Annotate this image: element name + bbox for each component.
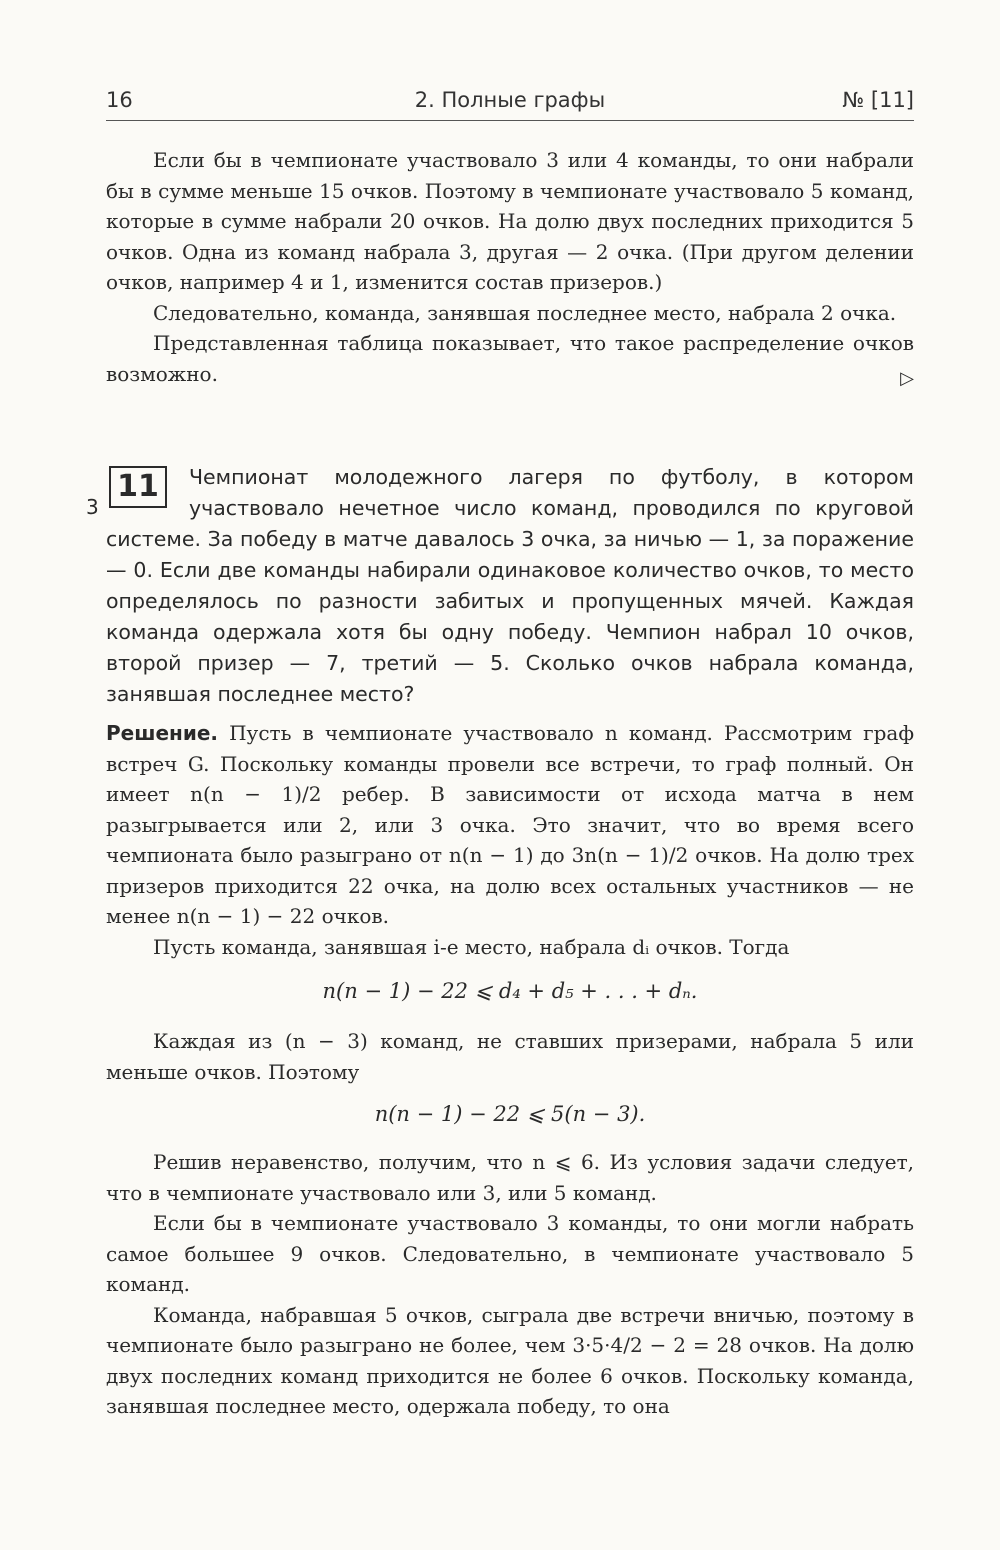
formula: n(n − 1) − 22 ⩽ d₄ + d₅ + . . . + dₙ.	[322, 979, 698, 1003]
previous-solution-end	[106, 145, 914, 389]
running-header	[106, 86, 914, 121]
paragraph: Каждая из (n − 3) команд, не ставших призерами, набрала 5 или меньше очков. Поэтому	[106, 1029, 914, 1084]
paragraph: Команда, набравшая 5 очков, сыграла две встречи вничью, поэтому в чемпионате было разыграно не более, чем 3·5·4/2 − 2 = 28 очков. На долю двух последних команд приходится не более 6 очков. Поскольку команда, занявшая последнее место, одержала победу, то она	[106, 1302, 914, 1418]
paragraph	[106, 718, 914, 932]
problem-reference: № [11]	[842, 88, 914, 112]
difficulty-level: 3	[86, 495, 99, 519]
problem-statement	[106, 462, 914, 710]
paragraph: Следовательно, команда, занявшая последнее место, набрала 2 очка.	[153, 300, 897, 325]
end-of-solution-icon: ▷	[900, 368, 914, 389]
paragraph: Представленная таблица показывает, что такое распределение очков возможно.	[106, 331, 914, 386]
paragraph: Если бы в чемпионате участвовало 3 или 4 команды, то они набрали бы в сумме меньше 15 очков. Поэтому в чемпионате участвовало 5 команд, которые в сумме набрали 20 очков. На долю двух последних приходится 5 очков. Одна из команд набрала 3, другая — 2 очка. (При другом делении очков, например 4 и 1, изменится состав призеров.)	[106, 148, 914, 294]
paragraph: Если бы в чемпионате участвовало 3 команды, то они могли набрать самое большее 9 очков. Следовательно, в чемпионате участвовало 5 команд.	[106, 1211, 914, 1296]
problem-number-box: 11	[109, 466, 167, 508]
page-number: 16	[106, 88, 133, 112]
solution-label: Решение.	[106, 721, 219, 745]
paragraph: Пусть команда, занявшая i-е место, набрала dᵢ очков. Тогда	[153, 934, 790, 959]
paragraph: Решив неравенство, получим, что n ⩽ 6. Из условия задачи следует, что в чемпионате участвовало или 3, или 5 команд.	[106, 1150, 914, 1205]
problem-text: Чемпионат молодежного лагеря по футболу, в котором участвовало нечетное число команд, проводился по круговой системе. За победу в матче давалось 3 очка, за ничью — 1, за поражение — 0. Если две команды набирали одинаковое количество очков, то место определялось по разности забитых и пропущенных мячей. Каждая команда одержала хотя бы одну победу. Чемпион набрал 10 очков, второй призер — 7, третий — 5. Сколько очков набрала команда, занявшая последнее место?	[106, 465, 914, 706]
formula: n(n − 1) − 22 ⩽ 5(n − 3).	[374, 1102, 646, 1126]
solution	[106, 718, 914, 1422]
solution-text: Пусть в чемпионате участвовало n команд. Рассмотрим граф встреч G. Поскольку команды провели все встречи, то граф полный. Он имеет n(n − 1)/2 ребер. В зависимости от исхода матча в нем разыгрывается или 2, или 3 очка. Это значит, что во время всего чемпионата было разыграно от n(n − 1) до 3n(n − 1)/2 очков. На долю трех призеров приходится 22 очка, на долю всех остальных участников — не менее n(n − 1) − 22 очков.	[106, 721, 915, 928]
chapter-title: 2. Полные графы	[414, 88, 606, 112]
